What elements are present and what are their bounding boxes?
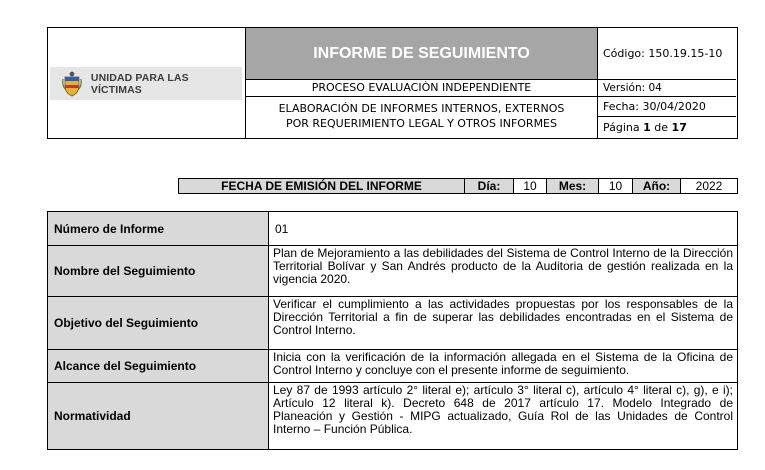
page-label: Página	[603, 121, 640, 134]
year-label: Año:	[633, 179, 681, 193]
regulations-label: Normatividad	[48, 383, 269, 449]
month-label: Mes:	[547, 179, 599, 193]
objective-label: Objetivo del Seguimiento	[48, 297, 269, 349]
scope-value: Inicia con la verificación de la información allegada en el Sistema de la Oficina de Control Interno y concluye con el presente informe de seguimiento.	[273, 350, 733, 377]
emission-date-row	[178, 178, 738, 194]
objective-value: Verificar el cumplimiento a las actividades propuestas por los responsables de la Dirección Territorial a fin de superar las debilidades encontradas en el Sistema de Control Interno.	[273, 297, 733, 337]
regulations-value: Ley 87 de 1993 artículo 2° literal e); artículo 3° literal c), artículo 4° literal c), g), e i); Artículo 12 literal k). Decreto 648 de 2017 artículo 17. Modelo Integrado de Planeación y Gestión - MIPG actualizado, Guía Rol de las Unidades de Control Interno – Función Pública.	[273, 383, 733, 436]
document-date	[598, 97, 736, 117]
report-title: INFORME DE SEGUIMIENTO	[246, 28, 597, 80]
follow-up-name-value: Plan de Mejoramiento a las debilidades del Sistema de Control Interno de la Dirección Territorial Bolívar y San Andrés producto de la Auditoria de gestión realizada en la vigencia 2020.	[273, 246, 733, 286]
version-label: Versión:	[603, 82, 646, 94]
page-current: 1	[643, 121, 651, 134]
org-name: UNIDAD PARA LAS VÍCTIMAS	[90, 71, 189, 96]
day-label: Día:	[465, 179, 514, 193]
report-number-value: 01	[275, 221, 289, 236]
code-value: 150.19.15-10	[648, 47, 723, 60]
page-number	[598, 117, 736, 138]
page-total: 17	[671, 121, 687, 134]
emission-date-label: FECHA DE EMISIÓN DEL INFORME	[179, 179, 465, 193]
document-header	[47, 27, 738, 139]
table-row	[48, 350, 737, 383]
date-label: Fecha:	[603, 100, 639, 113]
year-value: 2022	[695, 179, 723, 193]
report-number-label: Número de Informe	[48, 212, 269, 245]
subprocess-name	[246, 97, 597, 138]
subprocess-line-1: ELABORACIÓN DE INFORMES INTERNOS, EXTERNOS	[278, 102, 565, 115]
logo	[50, 67, 242, 100]
table-row	[48, 246, 737, 297]
day-value: 10	[514, 179, 547, 193]
table-row	[48, 212, 737, 246]
logo-cell	[48, 28, 246, 138]
page-of: de	[654, 121, 669, 134]
process-name: PROCESO EVALUACIÒN INDEPENDIENTE	[246, 80, 597, 97]
document-code	[598, 28, 736, 80]
document-control-column	[597, 28, 737, 138]
follow-up-name-label: Nombre del Seguimiento	[48, 246, 269, 296]
code-label: Código:	[603, 47, 645, 60]
version-value: 04	[648, 82, 662, 94]
month-value: 10	[599, 179, 633, 193]
report-info-table	[47, 211, 738, 450]
scope-label: Alcance del Seguimiento	[48, 350, 269, 382]
table-row	[48, 383, 737, 449]
date-value: 30/04/2020	[642, 100, 706, 113]
table-row	[48, 297, 737, 350]
coat-of-arms-icon	[62, 71, 82, 97]
subprocess-line-2: POR REQUERIMIENTO LEGAL Y OTROS INFORMES	[285, 117, 557, 130]
document-version	[598, 80, 736, 97]
